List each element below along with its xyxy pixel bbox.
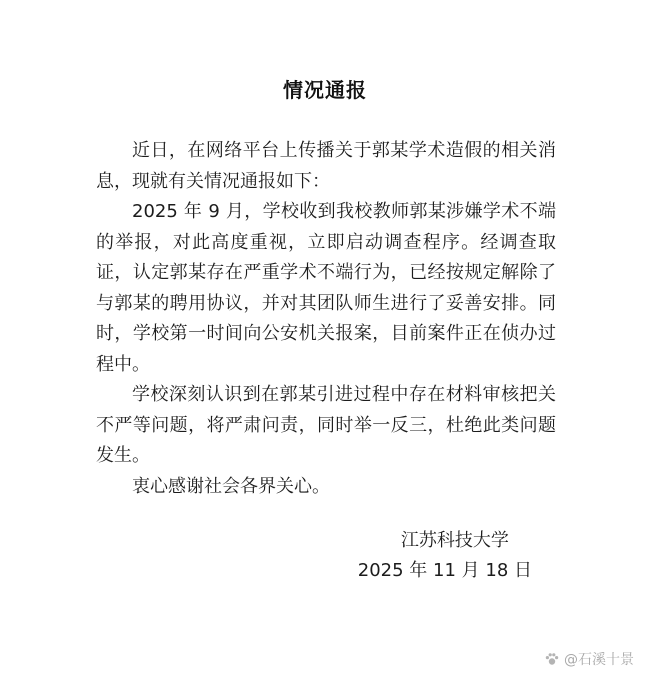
paw-icon <box>544 651 560 667</box>
document-title: 情况通报 <box>283 78 367 102</box>
watermark <box>544 649 634 669</box>
signature-organization: 江苏科技大学 <box>400 530 509 551</box>
signature-date: 2025 年 11 月 18 日 <box>357 560 532 581</box>
paragraph-intro: 近日，在网络平台上传播关于郭某学术造假的相关消息，现就有关情况通报如下： <box>96 140 556 192</box>
paragraph-thanks: 衷心感谢社会各界关心。 <box>132 475 330 497</box>
watermark-text: @石溪十景 <box>564 652 634 668</box>
document-body <box>96 136 556 502</box>
signature-block <box>358 526 532 586</box>
paragraph-investigation: 2025 年 9 月，学校收到我校教师郭某涉嫌学术不端的举报，对此高度重视，立即启动调查程序。经调查取证，认定郭某存在严重学术不端行为，已经按规定解除了与郭某的聘用协议，并对其团队师生进行了妥善安排。同时，学校第一时间向公安机关报案，目前案件正在侦办过程中。 <box>96 201 556 375</box>
paragraph-accountability: 学校深刻认识到在郭某引进过程中存在材料审核把关不严等问题，将严肃问责，同时举一反三，杜绝此类问题发生。 <box>96 384 556 466</box>
